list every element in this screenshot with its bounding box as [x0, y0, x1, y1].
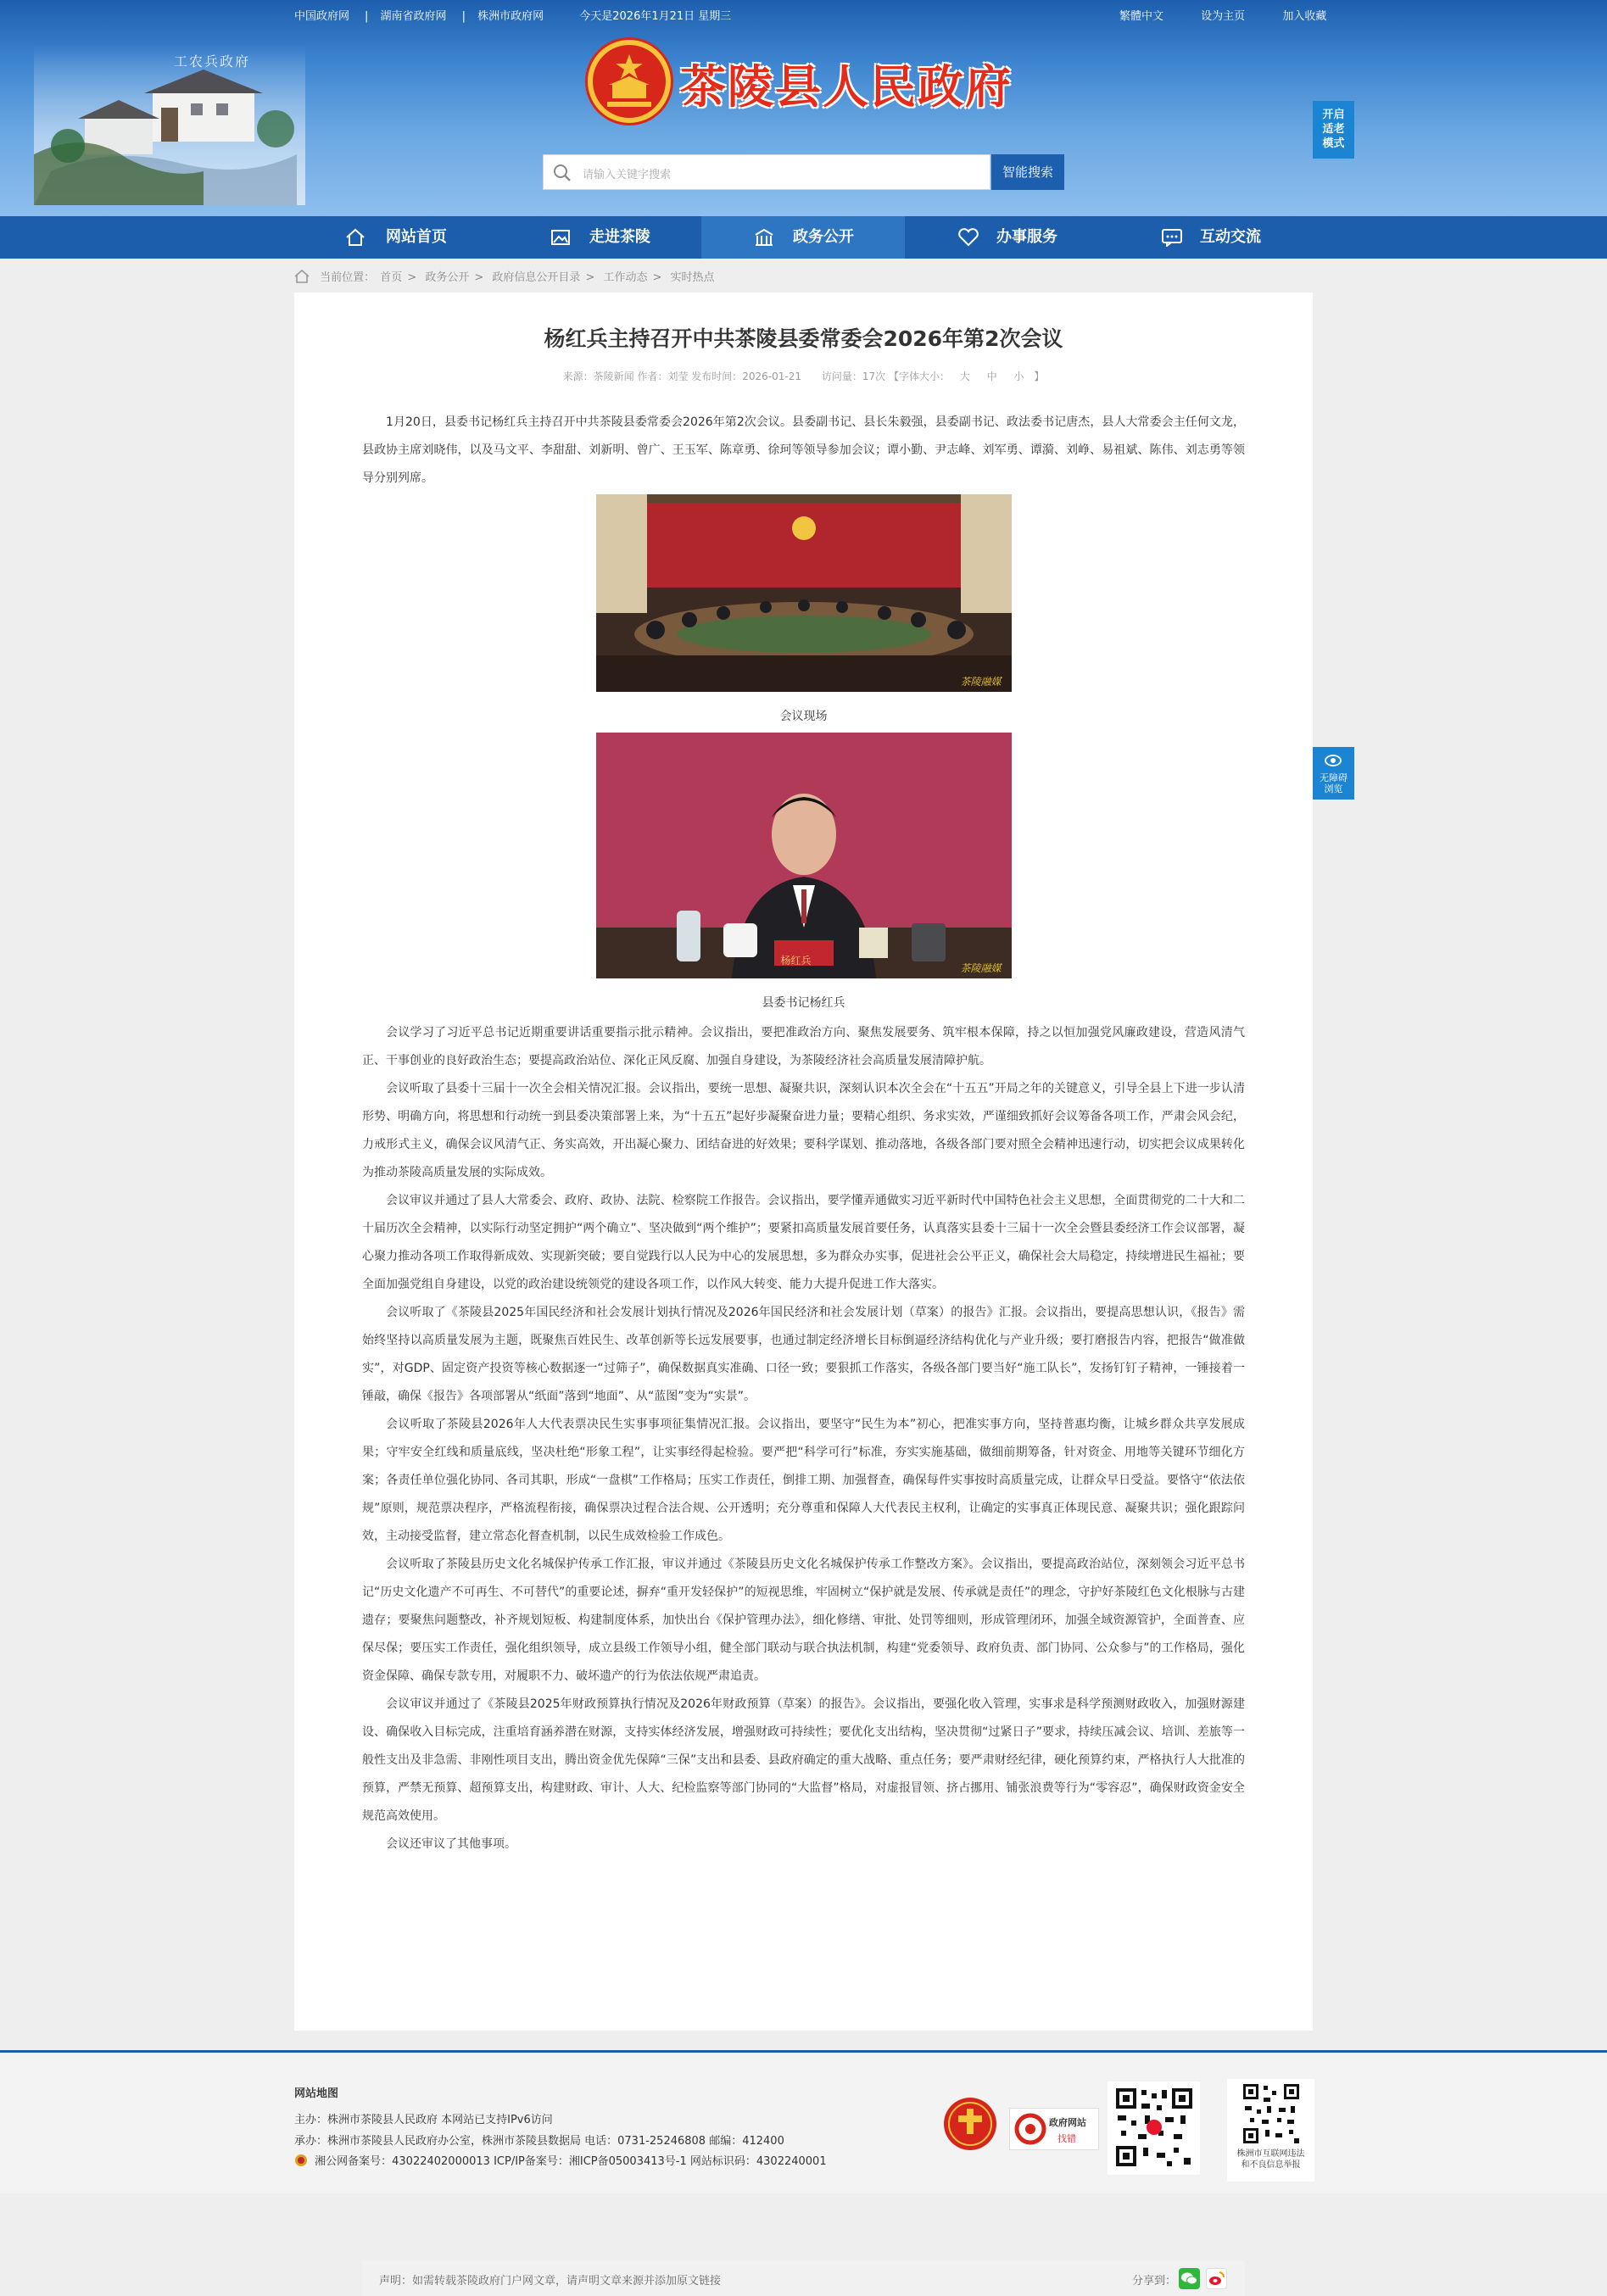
breadcrumb-work-news[interactable]: 工作动态: [603, 271, 648, 284]
share-bar: [362, 2260, 1245, 2296]
article-views: 访问量：17次: [821, 371, 886, 382]
breadcrumb-prefix: 当前位置：: [320, 271, 376, 284]
badge-line: 政府网站: [1049, 2117, 1086, 2128]
divider: |: [461, 10, 466, 23]
today-date: 今天是2026年1月21日 星期三: [579, 10, 732, 23]
article-figure: [362, 494, 1245, 731]
nav-interaction[interactable]: [1108, 216, 1312, 259]
article-body: [362, 409, 1245, 1859]
link-hunan-gov[interactable]: 湖南省政府网: [380, 10, 447, 23]
top-actions: [1119, 7, 1360, 23]
wechat-icon: [1179, 2268, 1200, 2289]
qr-caption-line: 和不良信息举报: [1241, 2160, 1301, 2170]
set-homepage-link[interactable]: 设为主页: [1201, 10, 1246, 23]
breadcrumb-separator: >: [585, 271, 595, 284]
article-paragraph: 会议还审议了其他事项。: [386, 1837, 516, 1851]
nav-label: 政务公开: [793, 228, 854, 246]
footer-organizer: 承办：株洲市茶陵县人民政府办公室，株洲市茶陵县数据局 电话：0731-25246808 邮编：412400: [294, 2135, 784, 2148]
article-meta: [294, 369, 1313, 383]
national-emblem-icon: [583, 36, 675, 127]
breadcrumb-separator: >: [407, 271, 417, 284]
article-paragraph: 会议学习了习近平总书记近期重要讲话重要指示批示精神。会议指出，要把准政治方向、聚焦发展要务、筑牢根本保障，持之以恒加强党风廉政建设，营造风清气正、干事创业的良好政治生态；要提高政治站位、深化正风反腐、加强自身建设，为茶陵经济社会高质量发展清障护航。: [362, 1026, 1245, 1067]
header-scenery: [34, 44, 305, 205]
breadcrumb-separator: >: [652, 271, 662, 284]
nav-label: 网站首页: [386, 228, 447, 246]
elder-mode-line: 适老: [1322, 123, 1345, 136]
police-badge-icon: [294, 2154, 308, 2167]
article-title: 杨红兵主持召开中共茶陵县委常委会2026年第2次会议: [544, 326, 1063, 351]
top-links: [294, 7, 738, 23]
weibo-icon: [1207, 2269, 1226, 2288]
smart-search-button[interactable]: 智能搜索: [991, 154, 1064, 190]
link-gov-cn[interactable]: 中国政府网: [294, 10, 350, 23]
site-header: [0, 0, 1607, 216]
article-paragraph: 会议审议并通过了《茶陵县2025年财政预算执行情况及2026年财政预算（草案）的报告》。会议指出，要强化收入管理，实事求是科学预测财政收入，加强财源建设、确保收入目标完成，注重培育涵养潜在财源，支持实体经济发展，增强财政可持续性；要优化支出结构，坚决贯彻“过紧日子”要求，持续压减会议、培训、差旅等一般性支出及非急需、非刚性项目支出，腾出资金优先保障“三保”支出和县委、县政府确定的重大战略、重点任务；要严肃财经纪律，硬化预算约束，严格执行人大批准的预算，严禁无预算、超预算支出，构建财政、审计、人大、纪检监察等部门协同的“大监督”格局，对虚报冒领、挤占挪用、铺张浪费等行为“零容忍”，确保财政资金安全规范高效使用。: [362, 1697, 1245, 1823]
article-paragraph: 会议听取了茶陵县历史文化名城保护传承工作汇报，审议并通过《茶陵县历史文化名城保护传承工作整改方案》。会议指出，要提高政治站位，深刻领会习近平总书记“历史文化遗产不可再生、不可替代”的重要论述，摒弃“重开发轻保护”的短视思维，牢固树立“保护就是发展、传承就是责任”的理念，守护好茶陵红色文化根脉与古建遗存；要聚焦问题整改，补齐规划短板、构建制度体系，加快出台《保护管理办法》，细化修缮、审批、处罚等细则，形成管理闭环，加强全域资源管护，全面普查、应保尽保；要压实工作责任，强化组织领导，成立县级工作领导小组，健全部门联动与联合执法机制，构建“党委领导、政府负责、部门协同、公众参与”的工作格局，强化资金保障、确保专款专用，对履职不力、破坏遗产的行为依法依规严肃追责。: [362, 1558, 1245, 1683]
qr-code-icon: [1114, 2087, 1194, 2168]
search-placeholder: 请输入关键字搜索: [583, 169, 672, 181]
article-paragraph: 1月20日，县委书记杨红兵主持召开中共茶陵县委常委会2026年第2次会议。县委副书记、县长朱毅强，县委副书记、政法委书记唐杰，县人大常委会主任何文龙，县政协主席刘晓伟，以及马文平、李甜甜、刘新明、曾广、王玉军、陈章勇、徐珂等领导参加会议；谭小勤、尹志峰、刘军勇、谭漪、刘峥、易祖斌、陈伟、刘志勇等领导分别列席。: [362, 415, 1245, 485]
accessibility-button[interactable]: [1313, 747, 1354, 800]
photo-watermark: 茶陵融媒: [960, 962, 1002, 974]
search-input[interactable]: [543, 154, 990, 190]
wechat-share-button[interactable]: [1179, 2268, 1200, 2289]
chat-icon: [1161, 228, 1183, 247]
home-icon: [294, 270, 310, 283]
article-paragraph: 会议听取了《茶陵县2025年国民经济和社会发展计划执行情况及2026年国民经济和社会发展计划（草案）的报告》汇报。会议指出，要提高思想认识，《报告》需始终坚持以高质量发展为主题，既聚焦百姓民生、改革创新等长远发展要事，也通过制定经济增长目标倒逼经济结构优化与产业升级；要打磨报告内容，把报告“做准做实”，对GDP、固定资产投资等核心数据逐一“过筛子”，确保数据真实准确、口径一致；要狠抓工作落实，各级各部门要当好“施工队长”，发扬钉钉子精神，一锤接着一锤敲，确保《报告》各项部署从“纸面”落到“地面”、从“蓝图”变为“实景”。: [362, 1306, 1245, 1403]
breadcrumb-gov-affairs[interactable]: 政务公开: [425, 271, 470, 284]
footer-icp-text: 湘公网备案号：43022402000013 ICP/IP备案号：湘ICP备05003413号-1 网站标识码：4302240001: [315, 2155, 827, 2168]
elder-mode-line: 模式: [1322, 137, 1345, 150]
divider: |: [365, 10, 369, 23]
breadcrumb: [294, 268, 717, 284]
share-label: 分享到：: [1132, 2275, 1177, 2288]
qr-code-wechat: [1108, 2081, 1200, 2175]
font-size-small[interactable]: 小: [1013, 371, 1024, 382]
nav-services[interactable]: [905, 216, 1108, 259]
nav-gov-affairs[interactable]: [701, 216, 905, 259]
secretary-photo: [596, 733, 1012, 989]
elder-mode-button[interactable]: [1313, 101, 1354, 159]
heart-icon: [957, 228, 979, 247]
font-size-end: 】: [1034, 371, 1045, 382]
qr-code-report: [1227, 2079, 1314, 2182]
meeting-photo: [596, 494, 1012, 703]
site-footer: [0, 2050, 1607, 2193]
figure-caption: 县委书记杨红兵: [762, 996, 845, 1010]
qr-caption-line: 株洲市互联网违法: [1236, 2149, 1305, 2159]
weibo-share-button[interactable]: [1206, 2268, 1227, 2289]
elder-mode-line: 开启: [1322, 109, 1345, 121]
qr-code-icon: [1242, 2082, 1301, 2145]
breadcrumb-separator: >: [474, 271, 484, 284]
nav-label: 办事服务: [996, 228, 1057, 246]
report-error-icon: [1013, 2112, 1047, 2146]
main-nav: [0, 216, 1607, 259]
nav-about-chaling[interactable]: [498, 216, 701, 259]
footer-host: 主办：株洲市茶陵县人民政府 本网站已支持IPv6访问: [294, 2114, 553, 2126]
meeting-room-photo-icon: [596, 494, 1012, 692]
figure-caption: 会议现场: [779, 710, 828, 723]
reprint-disclaimer: 声明：如需转载茶陵政府门户网文章，请声明文章来源并添加原文链接: [379, 2275, 722, 2288]
breadcrumb-directory[interactable]: 政府信息公开目录: [492, 271, 581, 284]
nav-label: 互动交流: [1200, 228, 1261, 246]
calligraphy-text: 工农兵政府: [174, 53, 251, 70]
speaker-portrait-photo-icon: [596, 733, 1012, 978]
article-figure: [362, 733, 1245, 1017]
article-paragraph: 会议听取了县委十三届十一次全会相关情况汇报。会议指出，要统一思想、凝聚共识，深刻认识本次全会在“十五五”开局之年的关键意义，引导全县上下进一步认清形势、明确方向，将思想和行动统一到县委决策部署上来，为“十五五”起好步凝聚奋进力量；要精心组织、务求实效，严谨细致抓好会议筹备各项工作，严肃会风会纪，力戒形式主义，确保会议风清气正、务实高效，开出凝心聚力、团结奋进的好效果；要科学谋划、推动落地，各级各部门要对照全会精神迅速行动，切实把会议成果转化为推动茶陵高质量发展的实际成效。: [362, 1082, 1245, 1179]
accessibility-line: 浏览: [1324, 783, 1343, 794]
party-gov-badge-icon[interactable]: [943, 2097, 997, 2151]
article-paragraph: 会议审议并通过了县人大常委会、政府、政协、法院、检察院工作报告。会议指出，要学懂弄通做实习近平新时代中国特色社会主义思想，全面贯彻党的二十大和二十届历次全会精神，以实际行动坚定拥护“两个确立”、坚决做到“两个维护”；要紧扣高质量发展首要任务，认真落实县委十三届十一次全会暨县委经济工作会议部署，凝心聚力推动各项工作取得新成效、实现新突破；要自觉践行以人民为中心的发展思想，多为群众办实事，促进社会公平正义，确保社会大局稳定，持续增进民生福祉；要全面加强党组自身建设，以党的政治建设统领党的建设各项工作，以作风大转变、能力大提升促进工作大落实。: [362, 1194, 1245, 1291]
breadcrumb-hot-topics[interactable]: 实时热点: [670, 271, 715, 284]
photo-watermark: 茶陵融媒: [960, 676, 1002, 688]
link-zhuzhou-gov[interactable]: 株洲市政府网: [477, 10, 544, 23]
nav-label: 走进茶陵: [589, 228, 650, 246]
top-bar: [0, 0, 1607, 27]
building-icon: [754, 228, 774, 247]
gov-website-report-badge[interactable]: [1009, 2108, 1099, 2150]
sitemap-link[interactable]: 网站地图: [294, 2087, 339, 2100]
font-size-label: 【字体大小：: [888, 371, 950, 382]
search-bar: [543, 154, 1064, 190]
footer-icp: [294, 2152, 827, 2168]
search-icon: [552, 163, 572, 183]
site-title: 茶陵县人民政府: [680, 60, 1013, 114]
badge-line: 找错: [1057, 2133, 1076, 2144]
breadcrumb-home[interactable]: 首页: [380, 271, 403, 284]
font-size-medium[interactable]: 中: [986, 371, 997, 382]
home-icon: [345, 228, 365, 247]
nav-home[interactable]: [294, 216, 498, 259]
image-icon: [550, 228, 571, 247]
accessibility-line: 无障碍: [1320, 772, 1348, 783]
article-source: 来源：茶陵新闻 作者：刘莹 发布时间：2026-01-21: [562, 371, 802, 382]
font-size-large[interactable]: 大: [959, 371, 970, 382]
add-favorite-link[interactable]: 加入收藏: [1282, 10, 1327, 23]
traditional-chinese-link[interactable]: 繁體中文: [1119, 10, 1164, 23]
eye-icon: [1325, 753, 1342, 768]
article-paragraph: 会议听取了茶陵县2026年人大代表票决民生实事事项征集情况汇报。会议指出，要坚守“民生为本”初心，把准实事方向，坚持普惠均衡，让城乡群众共享发展成果；守牢安全红线和质量底线，坚决杜绝“形象工程”，让实事经得起检验。要严把“科学可行”标准，夯实实施基础，做细前期筹备，针对资金、用地等关键环节细化方案；各责任单位强化协同、各司其职，形成“一盘棋”工作格局；压实工作责任，倒排工期、加强督查，确保每件实事按时高质量完成，让群众早日受益。要恪守“依法依规”原则，规范票决程序，严格流程衔接，确保票决过程合法合规、公开透明；充分尊重和保障人大代表民主权利，让确定的实事真正体现民意、凝聚共识；强化跟踪问效，主动接受监督，建立常态化督查机制，以民生成效检验工作成色。: [362, 1418, 1245, 1543]
village-illustration-icon: [34, 44, 305, 205]
name-plate: 杨红兵: [780, 955, 812, 967]
